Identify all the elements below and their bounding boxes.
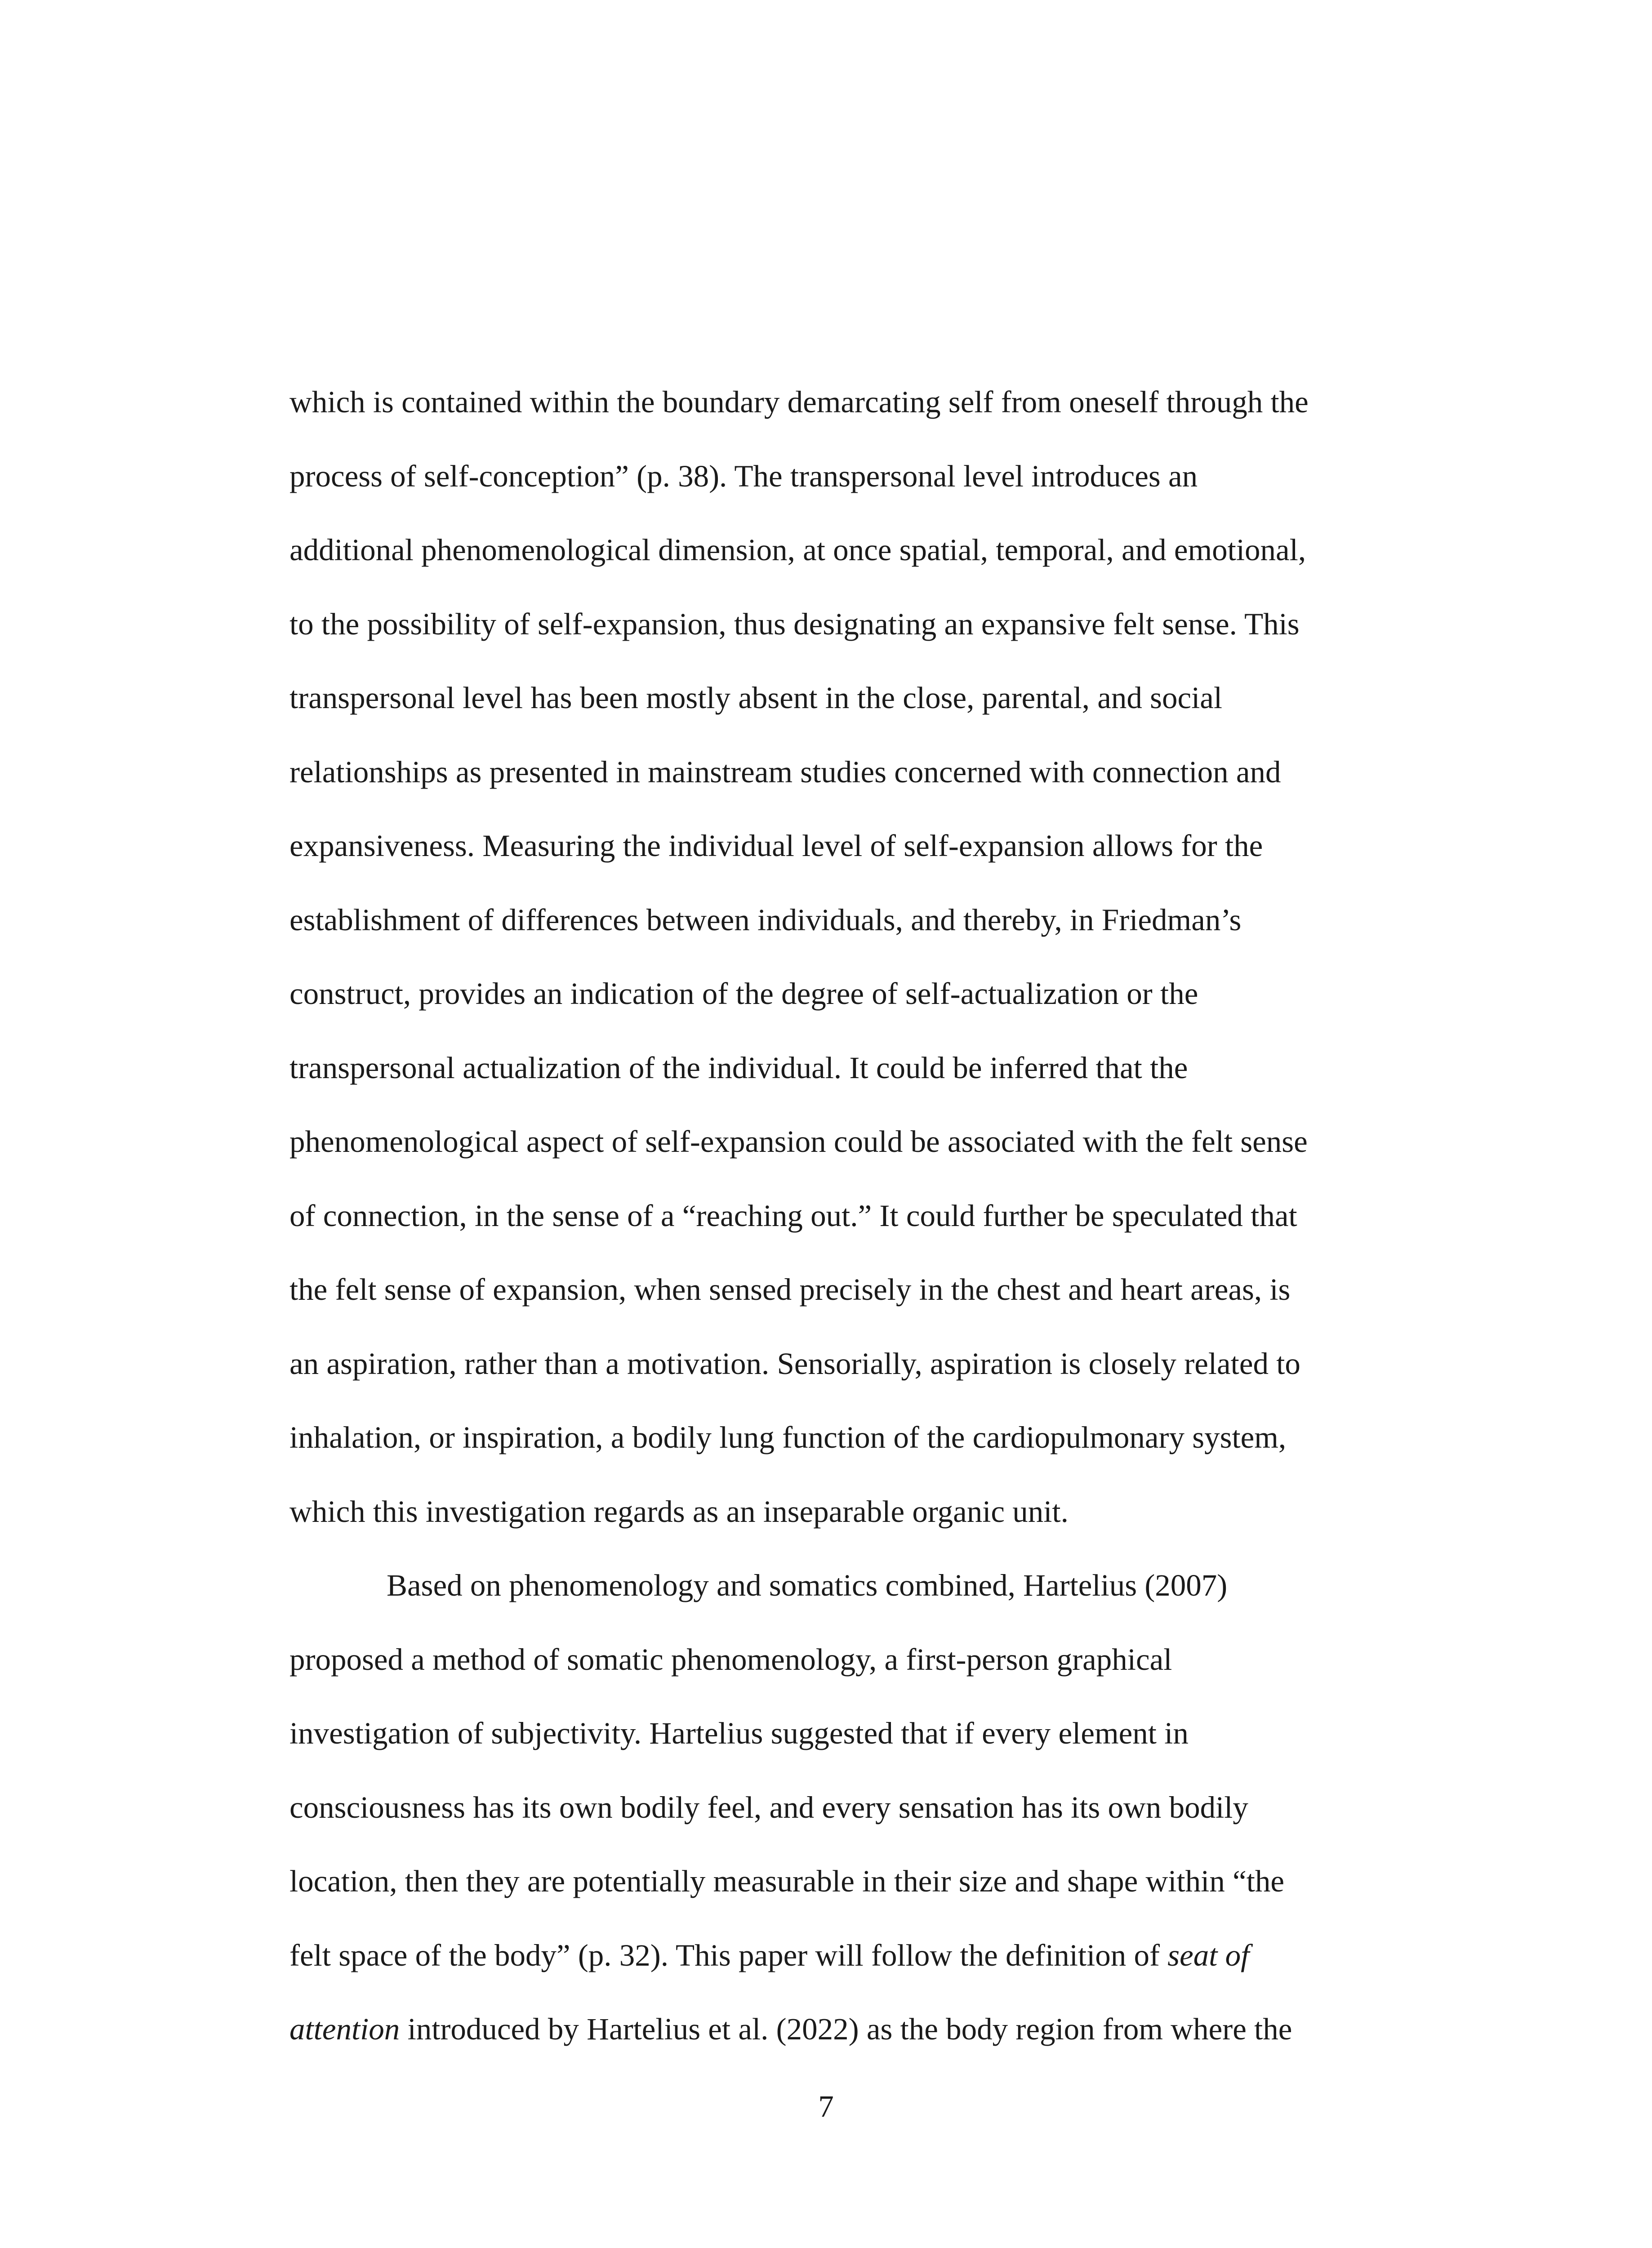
text-line: construct, provides an indication of the degree of self-actualization or the [289, 977, 1198, 1011]
text-line: which this investigation regards as an inseparable organic unit. [289, 1494, 1069, 1529]
page-number: 7 [818, 2089, 834, 2123]
italic-term: seat of [1167, 1938, 1250, 1972]
text-line: of connection, in the sense of a “reaching out.” It could further be speculated that [289, 1198, 1297, 1233]
text-line: expansiveness. Measuring the individual level of self-expansion allows for the [289, 829, 1263, 863]
text-line: relationships as presented in mainstream studies concerned with connection and [289, 754, 1281, 789]
text-line: proposed a method of somatic phenomenology, a first-person graphical [289, 1642, 1172, 1677]
paragraph-first-line: Based on phenomenology and somatics combined, Hartelius (2007) [387, 1568, 1228, 1602]
text-line: location, then they are potentially measurable in their size and shape within “the [289, 1864, 1284, 1898]
text-line: an aspiration, rather than a motivation. Sensorially, aspiration is closely related to [289, 1346, 1300, 1381]
text-line: transpersonal level has been mostly absent in the close, parental, and social [289, 681, 1223, 715]
text-line: the felt sense of expansion, when sensed precisely in the chest and heart areas, is [289, 1272, 1291, 1307]
line-text: felt space of the body” (p. 32). This paper will follow the definition of [289, 1938, 1168, 1972]
body-text [289, 365, 1377, 2066]
text-line: which is contained within the boundary demarcating self from oneself through the [289, 385, 1309, 419]
text-line: consciousness has its own bodily feel, and every sensation has its own bodily [289, 1790, 1248, 1824]
italic-term: attention [289, 2012, 400, 2046]
text-line: inhalation, or inspiration, a bodily lung function of the cardiopulmonary system, [289, 1420, 1287, 1454]
text-line [289, 1918, 1377, 1993]
line-text: introduced by Hartelius et al. (2022) as the body region from where the [400, 2012, 1292, 2046]
text-line: process of self-conception” (p. 38). The transpersonal level introduces an [289, 459, 1198, 493]
text-line: transpersonal actualization of the individual. It could be inferred that the [289, 1050, 1188, 1085]
text-line: phenomenological aspect of self-expansion could be associated with the felt sense [289, 1124, 1308, 1159]
text-line [289, 1992, 1377, 2066]
text-line: to the possibility of self-expansion, thus designating an expansive felt sense. This [289, 607, 1300, 641]
text-line: establishment of differences between individuals, and thereby, in Friedman’s [289, 902, 1242, 937]
text-line: additional phenomenological dimension, at once spatial, temporal, and emotional, [289, 533, 1306, 567]
text-line: investigation of subjectivity. Hartelius suggested that if every element in [289, 1716, 1189, 1750]
